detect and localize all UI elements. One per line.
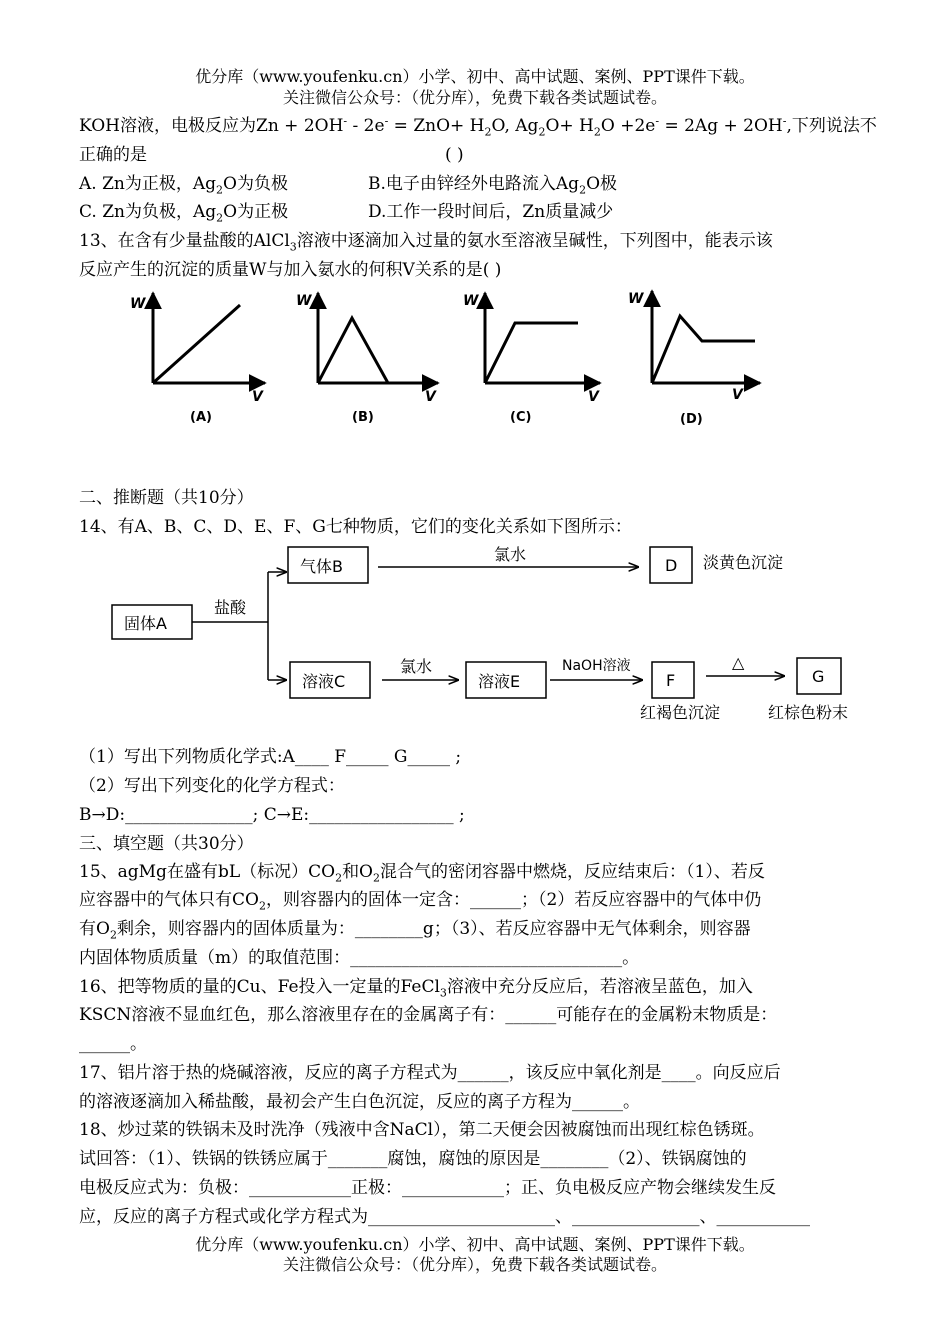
footer-line-1: 优分库（www.youfenku.cn）小学、初中、高中试题、案例、PPT课件下载。 xyxy=(195,1235,755,1254)
q12-option-d: D.工作一段时间后，Zn质量减少 xyxy=(368,202,614,222)
graph-c-curve xyxy=(485,323,578,383)
q18-line-1: 18、炒过菜的铁锅未及时洗净（残液中含NaCl），第二天便会因被腐蚀而出现红棕色锈斑。 xyxy=(79,1120,765,1140)
q16-line-1: 16、把等物质的量的Cu、Fe投入一定量的FeCl$_3$溶液中充分反应后，若溶液呈蓝色，加入 xyxy=(79,977,753,1000)
graph-b xyxy=(296,293,438,425)
label-f-note: 红褐色沉淀 xyxy=(640,703,721,722)
label-chlorine-water-1: 氯水 xyxy=(494,545,527,564)
q13-line-1: 13、在含有少量盐酸的AlCl$_3$溶液中逐滴加入过量的氨水至溶液呈碱性，下列图中，能表示该 xyxy=(79,231,773,254)
q18-line-3: 电极反应式为：负极：____________正极：____________；正、负电极反应产物会继续发生反 xyxy=(79,1178,776,1198)
q14-intro: 14、有A、B、C、D、E、F、G七种物质，它们的变化关系如下图所示： xyxy=(79,517,632,537)
q15-line-2: 应容器中的气体只有$CO_2$，则容器内的固体一定含：______；（2）若反应容器中的气体中仍 xyxy=(79,890,762,913)
graph-c-ylabel: W xyxy=(463,293,479,309)
graph-d-ylabel: W xyxy=(628,291,644,307)
graph-c xyxy=(463,293,600,425)
graph-a-ylabel: W xyxy=(130,296,146,312)
q13-graphs xyxy=(120,283,780,433)
graph-d-curve xyxy=(652,316,755,383)
q18-line-4: 应，反应的离子方程式或化学方程式为______________________、_______________、___________ xyxy=(79,1207,810,1227)
q16-line-2: KSCN溶液不显血红色，那么溶液里存在的金属离子有：______可能存在的金属粉末物质是： xyxy=(79,1005,778,1025)
section-3-title: 三、填空题（共30分） xyxy=(79,834,254,854)
graph-a-curve xyxy=(153,305,240,383)
graph-d xyxy=(628,291,760,427)
label-solution-e: 溶液E xyxy=(478,672,521,691)
label-g-note: 红棕色粉末 xyxy=(768,703,849,722)
label-naoh: NaOH溶液 xyxy=(562,658,631,674)
q12-option-a: A. Zn为正极，$Ag_2O$为负极 xyxy=(79,174,288,197)
q14-part-1: （1）写出下列物质化学式:A____ F_____ G_____ ; xyxy=(79,747,462,767)
q15-line-3: 有$O_2$剩余，则容器内的固体质量为：________g；（3）、若反应容器中无气体剩余，则容器 xyxy=(79,919,751,942)
graph-b-ylabel: W xyxy=(296,293,312,309)
label-chlorine-water-2: 氯水 xyxy=(400,657,433,676)
q12-option-b: B.电子由锌经外电路流入$Ag_2O$极 xyxy=(368,174,617,197)
q14-part-2: （2）写出下列变化的化学方程式： xyxy=(79,776,345,796)
q13-line-2: 反应产生的沉淀的质量W与加入氨水的何积V关系的是( ) xyxy=(79,260,502,280)
q17-line-2: 的溶液逐滴加入稀盐酸，最初会产生白色沉淀，反应的离子方程为______。 xyxy=(79,1092,640,1112)
graph-b-label: (B) xyxy=(352,410,374,425)
label-f: F xyxy=(666,671,676,690)
label-d-note: 淡黄色沉淀 xyxy=(703,553,784,572)
graph-d-xlabel: V xyxy=(732,387,743,403)
label-d: D xyxy=(665,556,678,575)
graph-b-xlabel: V xyxy=(425,389,436,405)
footer-line-2: 关注微信公众号：（优分库），免费下载各类试题试卷。 xyxy=(282,1255,667,1274)
graph-c-label: (C) xyxy=(510,410,532,425)
graph-b-curve xyxy=(318,318,388,383)
graph-a-label: (A) xyxy=(190,410,212,425)
graph-d-label: (D) xyxy=(680,412,703,427)
heat-icon: △ xyxy=(732,653,745,672)
label-hcl: 盐酸 xyxy=(214,598,247,617)
label-solution-c: 溶液C xyxy=(302,672,346,691)
q12-line-2: 正确的是 xyxy=(79,145,147,165)
q12-answer-paren: ( ) xyxy=(445,145,464,165)
q12-option-c: C. Zn为负极，$Ag_2O$为正极 xyxy=(79,202,289,225)
graph-c-xlabel: V xyxy=(588,389,599,405)
q12-line-1: KOH溶液，电极反应为$Zn + 2OH^- - 2e^- = ZnO+ H_2O$, $Ag_2O+ H_2O +2e^- = 2Ag + 2OH^-$,下列说法不 xyxy=(79,114,877,139)
header-line-1: 优分库（www.youfenku.cn）小学、初中、高中试题、案例、PPT课件下载。 xyxy=(195,67,755,86)
q17-line-1: 17、铝片溶于热的烧碱溶液，反应的离子方程式为______，该反应中氧化剂是____。向反应后 xyxy=(79,1063,781,1083)
q15-line-1: 15、agMg在盛有bL（标况）$CO_2$和$O_2$混合气的密闭容器中燃烧，反应结束后：（1）、若反 xyxy=(79,862,765,885)
q18-line-2: 试回答：（1）、铁锅的铁锈应属于_______腐蚀，腐蚀的原因是________（2）、铁锅腐蚀的 xyxy=(79,1149,747,1169)
header-line-2: 关注微信公众号：（优分库），免费下载各类试题试卷。 xyxy=(282,88,667,107)
label-solid-a: 固体A xyxy=(124,614,167,633)
section-2-title: 二、推断题（共10分） xyxy=(79,488,254,508)
label-gas-b: 气体B xyxy=(300,557,343,576)
graph-a-xlabel: V xyxy=(252,389,263,405)
q14-diagram xyxy=(100,540,880,730)
graph-a xyxy=(130,293,265,425)
q16-line-3: ______。 xyxy=(79,1034,147,1054)
q15-line-4: 内固体物质质量（m）的取值范围：________________________________。 xyxy=(79,948,640,968)
label-g: G xyxy=(812,667,825,686)
q14-part-3: B→D:_______________; C→E:_________________ ; xyxy=(79,805,465,825)
